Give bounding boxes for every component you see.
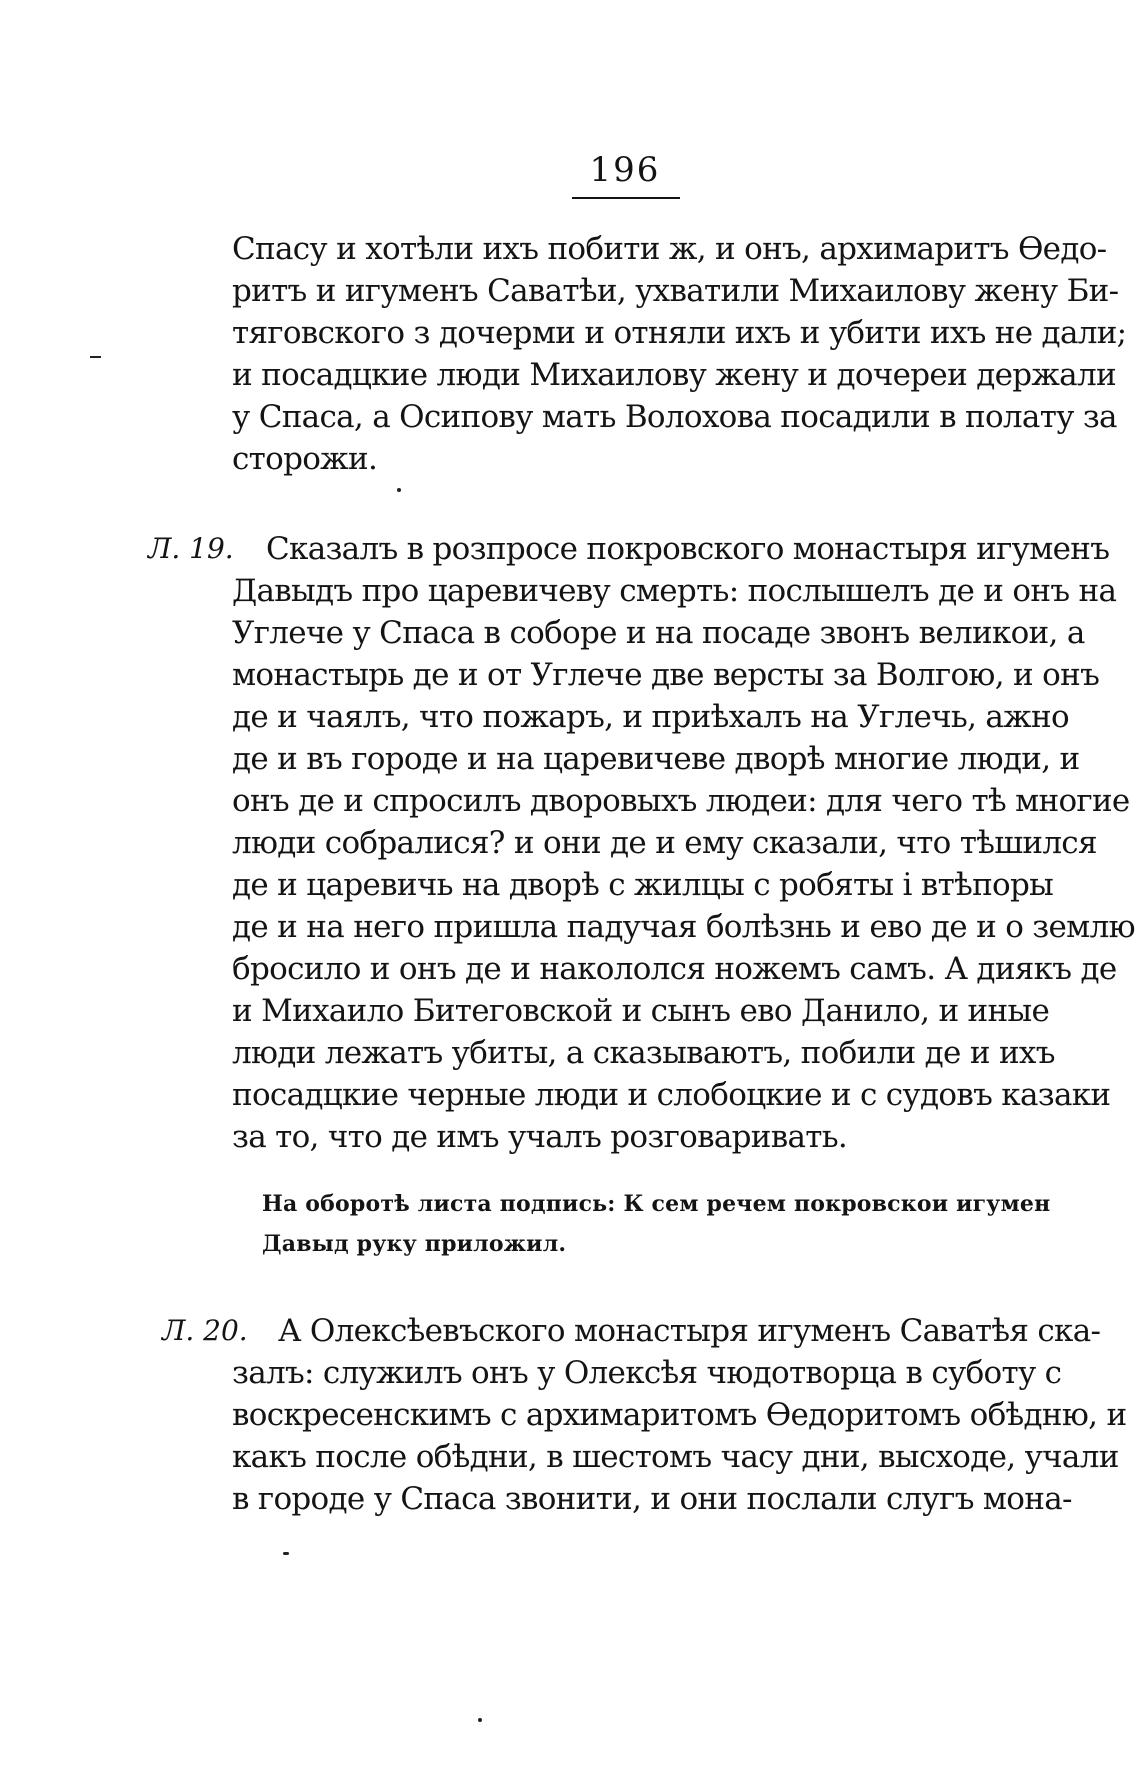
- text-line: де и на него пришла падучая болѣзнь и ево де и о землю: [232, 909, 1135, 945]
- text-line: монастырь де и от Углече две версты за Волгою, и онъ: [232, 657, 1100, 693]
- page-number-rule: [572, 197, 680, 199]
- folio-marker: Л. 20.: [162, 1314, 248, 1347]
- page-number: 196: [589, 150, 661, 190]
- text-line: и посадцкие люди Михаилову жену и дочереи держали: [232, 357, 1116, 393]
- text-line: какъ после обѣдни, в шестомъ часу дни, высходе, учали: [232, 1439, 1119, 1475]
- folio-marker: Л. 19.: [148, 532, 234, 565]
- scan-speck: [478, 1718, 482, 1722]
- text-line: воскресенскимъ с архимаритомъ Ѳедоритомъ обѣдню, и: [232, 1397, 1127, 1433]
- text-line: де и въ городе и на царевичеве дворѣ многие люди, и: [232, 741, 1080, 777]
- text-line: посадцкие черные люди и слобоцкие и с судовъ казаки: [232, 1077, 1111, 1113]
- signature-note-line: На оборотѣ листа подпись: К сем речем покровскои игумен: [262, 1191, 1051, 1217]
- text-line: за то, что де имъ учалъ розговаривать.: [232, 1119, 848, 1155]
- text-line: ритъ и игуменъ Саватѣи, ухватили Михаилову жену Би-: [232, 273, 1119, 309]
- text-line: А Олексѣевъского монастыря игуменъ Саватѣя ска-: [278, 1313, 1101, 1349]
- text-line: онъ де и спросилъ дворовыхъ людеи: для чего тѣ многие: [232, 783, 1130, 819]
- text-line: сторожи.: [232, 441, 378, 477]
- text-line: залъ: служилъ онъ у Олексѣя чюдотворца в суботу с: [232, 1355, 1062, 1391]
- text-line: Давыдъ про царевичеву смерть: послышелъ де и онъ на: [232, 573, 1117, 609]
- scan-speck: [283, 1552, 289, 1555]
- text-line: люди лежатъ убиты, а сказываютъ, побили де и ихъ: [232, 1035, 1055, 1071]
- text-line: Спасу и хотѣли ихъ побити ж, и онъ, архимаритъ Ѳедо-: [232, 231, 1107, 267]
- text-line: тяговского з дочерми и отняли ихъ и убити ихъ не дали;: [232, 315, 1127, 351]
- text-line: в городе у Спаса звонити, и они послали слугъ мона-: [232, 1481, 1072, 1517]
- text-line: Углече у Спаса в соборе и на посаде звонъ великои, а: [232, 615, 1085, 651]
- text-line: люди собралися? и они де и ему сказали, что тѣшился: [232, 825, 1097, 861]
- text-line: бросило и онъ де и накололся ножемъ самъ. А диякъ де: [232, 951, 1117, 987]
- text-line: де и чаялъ, что пожаръ, и приѣхалъ на Углечь, ажно: [232, 699, 1069, 735]
- margin-mark: [90, 356, 101, 358]
- text-line: де и царевичь на дворѣ с жилцы с робяты і втѣпоры: [232, 867, 1054, 903]
- signature-note-line: Давыд руку приложил.: [262, 1231, 567, 1257]
- scan-speck: [397, 488, 401, 492]
- text-line: Сказалъ в розпросе покровского монастыря игуменъ: [266, 531, 1110, 567]
- text-line: и Михаило Битеговской и сынъ ево Данило, и иные: [232, 993, 1050, 1029]
- text-line: у Спаса, а Осипову мать Волохова посадили в полату за: [232, 399, 1117, 435]
